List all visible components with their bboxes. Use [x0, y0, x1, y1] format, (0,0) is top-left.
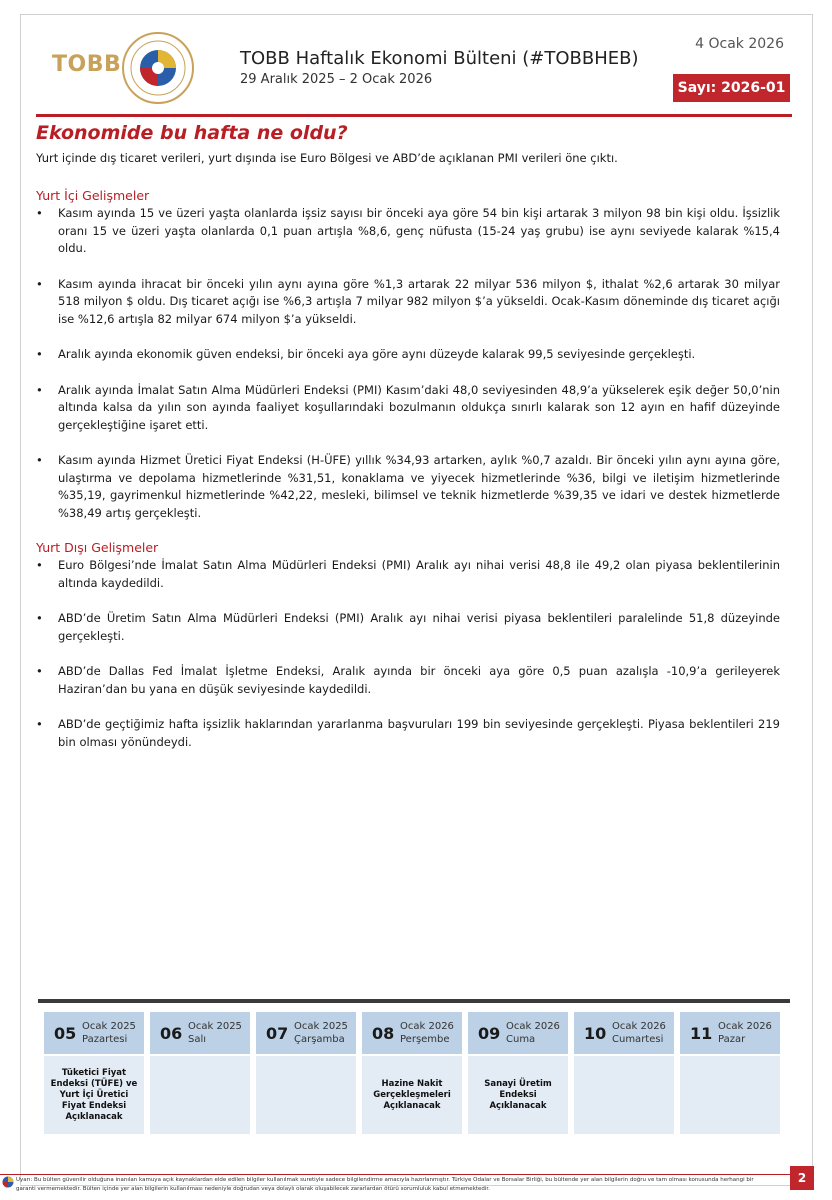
day-number: 06 [160, 1023, 183, 1043]
calendar-day-body [44, 1056, 144, 1134]
calendar-day-body [468, 1056, 568, 1134]
day-number: 08 [372, 1023, 395, 1043]
bulletin-title: TOBB Haftalık Ekonomi Bülteni (#TOBBHEB) [240, 48, 639, 69]
calendar-day [362, 1012, 462, 1134]
list-item: • ABD’de Üretim Satın Alma Müdürleri Endeksi (PMI) Aralık ayı nihai verisi piyasa beklentileri paralelinde 51,8 düzeyinde gerçekleşti. [36, 611, 780, 643]
logo-wordmark: TOBB [52, 52, 122, 77]
list-item: • Kasım ayında 15 ve üzeri yaşta olanlarda işsiz sayısı bir önceki aya göre 54 bin kişi artarak 3 milyon 98 bin kişi oldu. İşsizlik oranı 15 ve üzeri yaşta olanlarda 0,1 puan artışla %8,6, genç nüfusta (15-24 yaş grubu) ise aynı seviyede kalarak %15,4 oldu. [36, 206, 780, 255]
calendar-day [44, 1012, 144, 1134]
day-month: Ocak 2026 [506, 1021, 560, 1032]
domestic-list [36, 205, 780, 522]
bulletin-date-range: 29 Aralık 2025 – 2 Ocak 2026 [240, 72, 433, 87]
day-number: 09 [478, 1023, 501, 1043]
day-name: Pazartesi [82, 1034, 128, 1045]
day-number: 05 [54, 1023, 77, 1043]
bullet-icon: • [36, 347, 43, 361]
calendar-divider [38, 999, 790, 1003]
tobb-seal-icon [120, 30, 196, 106]
calendar-day-header [468, 1012, 568, 1054]
foreign-heading: Yurt Dışı Gelişmeler [36, 540, 159, 555]
bullet-icon: • [36, 276, 43, 291]
disclaimer-text: Uyarı: Bu bülten güvenilir olduğuna inanılan kamuya açık kaynaklardan elde edilen bilgiler kullanılmak suretiyle sadece bilgilendirme amacıyla hazırlanmıştır. Türkiye Odalar ve Borsalar Birliği, bu bültende yer alan bilgilerin doğru ve tam olması konusunda herhangi bir garanti vermemektedir. Bülten içinde yer alan bilgilerin kullanılması nedeniyle doğrudan veya dolaylı olarak oluşabilecek zararlardan ötürü sorumluluk kabul etmemektedir. [16, 1177, 754, 1192]
calendar-day-body [362, 1056, 462, 1134]
publish-date: 4 Ocak 2026 [695, 36, 784, 52]
day-month: Ocak 2025 [82, 1021, 136, 1032]
day-event: Tüketici Fiyat Endeksi (TÜFE) ve Yurt İçi Üretici Fiyat Endeksi Açıklanacak [50, 1067, 138, 1122]
calendar-day [468, 1012, 568, 1134]
day-month: Ocak 2025 [188, 1021, 242, 1032]
list-item: • Kasım ayında ihracat bir önceki yılın aynı ayına göre %1,3 artarak 22 milyar 536 milyon $, ithalat %2,6 artarak 30 milyar 518 milyon $ oldu. Dış ticaret açığı ise %6,3 artışla 7 milyar 982 milyon $’a yükseldi. Ocak-Kasım döneminde dış ticaret açığı ise %12,6 artışla 82 milyar 674 milyon $’a yükseldi. [36, 276, 780, 326]
bullet-icon: • [36, 382, 43, 397]
calendar-day [680, 1012, 780, 1134]
list-item: • Aralık ayında İmalat Satın Alma Müdürleri Endeksi (PMI) Kasım’daki 48,0 seviyesinden 48,9’a yükselerek eşik değer 50,0’nin altında kalsa da yılın son ayında faaliyet koşullarındaki bozulmanın oldukça sınırlı kalarak son 12 ayın en hafif düzeyinde gerçekleştiğine işaret etti. [36, 382, 780, 432]
foreign-list [36, 557, 780, 751]
day-name: Pazar [718, 1034, 746, 1045]
bullet-icon: • [36, 611, 43, 625]
day-month: Ocak 2025 [294, 1021, 348, 1032]
day-number: 10 [584, 1023, 607, 1043]
list-item: • ABD’de geçtiğimiz hafta işsizlik haklarından yararlanma başvuruları 199 bin seviyesinde gerçekleşti. Piyasa beklentileri 219 bin olması yönündeydi. [36, 717, 780, 749]
header-divider [36, 114, 792, 117]
day-name: Salı [188, 1034, 207, 1045]
main-content [36, 120, 780, 769]
day-number: 11 [690, 1023, 713, 1043]
day-name: Perşembe [400, 1034, 450, 1045]
issue-badge: Sayı: 2026-01 [673, 74, 790, 102]
bullet-icon: • [36, 206, 43, 220]
calendar-day-header [574, 1012, 674, 1054]
calendar-day-body [574, 1056, 674, 1134]
day-month: Ocak 2026 [612, 1021, 666, 1032]
section-heading: Ekonomide bu hafta ne oldu? [36, 122, 348, 144]
bullet-icon: • [36, 717, 43, 731]
tobb-mini-logo-icon [2, 1176, 14, 1188]
calendar-day-body [150, 1056, 250, 1134]
calendar-day [574, 1012, 674, 1134]
tobb-logo [52, 30, 202, 100]
day-month: Ocak 2026 [400, 1021, 454, 1032]
calendar-day-header [256, 1012, 356, 1054]
list-item: • Euro Bölgesi’nde İmalat Satın Alma Müdürleri Endeksi (PMI) Aralık ayı nihai verisi 48,8 ile 49,2 olan piyasa beklentilerinin altında kaydedildi. [36, 558, 780, 590]
day-name: Çarşamba [294, 1034, 345, 1045]
calendar-day-header [150, 1012, 250, 1054]
calendar-day [150, 1012, 250, 1134]
calendar-day-header [362, 1012, 462, 1054]
calendar-day-body [680, 1056, 780, 1134]
domestic-heading: Yurt İçi Gelişmeler [36, 188, 150, 203]
day-name: Cuma [506, 1034, 536, 1045]
calendar-day-header [680, 1012, 780, 1054]
calendar-day-body [256, 1056, 356, 1134]
day-name: Cumartesi [612, 1034, 664, 1045]
bullet-icon: • [36, 664, 43, 678]
page-number: 2 [790, 1166, 814, 1190]
weekly-calendar [44, 1012, 780, 1134]
footer-divider [0, 1174, 790, 1175]
bullet-icon: • [36, 558, 43, 572]
list-item: • Kasım ayında Hizmet Üretici Fiyat Endeksi (H-ÜFE) yıllık %34,93 artarken, aylık %0,7 azaldı. Bir önceki yılın aynı ayına göre, ulaştırma ve depolama hizmetlerinde %31,51, konaklama ve yiyecek hizmetlerinde %36, bilgi ve iletişim hizmetlerinde %35,19, gayrimenkul hizmetlerinde %42,22, mesleki, bilimsel ve teknik hizmetlerde %39,35 ve idari ve destek hizmetlerde %38,49 artış gerçekleşti. [36, 453, 780, 520]
calendar-day [256, 1012, 356, 1134]
lead-paragraph: Yurt içinde dış ticaret verileri, yurt dışında ise Euro Bölgesi ve ABD’de açıklanan PMI verileri öne çıktı. [36, 151, 618, 165]
calendar-day-header [44, 1012, 144, 1054]
list-item: • ABD’de Dallas Fed İmalat İşletme Endeksi, Aralık ayında bir önceki aya göre 0,5 puan azalışla -10,9’a gerileyerek Haziran’dan bu yana en düşük seviyesinde kaydedildi. [36, 664, 780, 696]
list-item: • Aralık ayında ekonomik güven endeksi, bir önceki aya göre aynı düzeyde kalarak 99,5 seviyesinde gerçekleşti. [36, 346, 780, 364]
day-event: Hazine Nakit Gerçekleşmeleri Açıklanacak [373, 1078, 451, 1111]
day-event: Sanayi Üretim Endeksi Açıklanacak [484, 1078, 552, 1111]
day-month: Ocak 2026 [718, 1021, 772, 1032]
bullet-icon: • [36, 453, 43, 467]
day-number: 07 [266, 1023, 289, 1043]
